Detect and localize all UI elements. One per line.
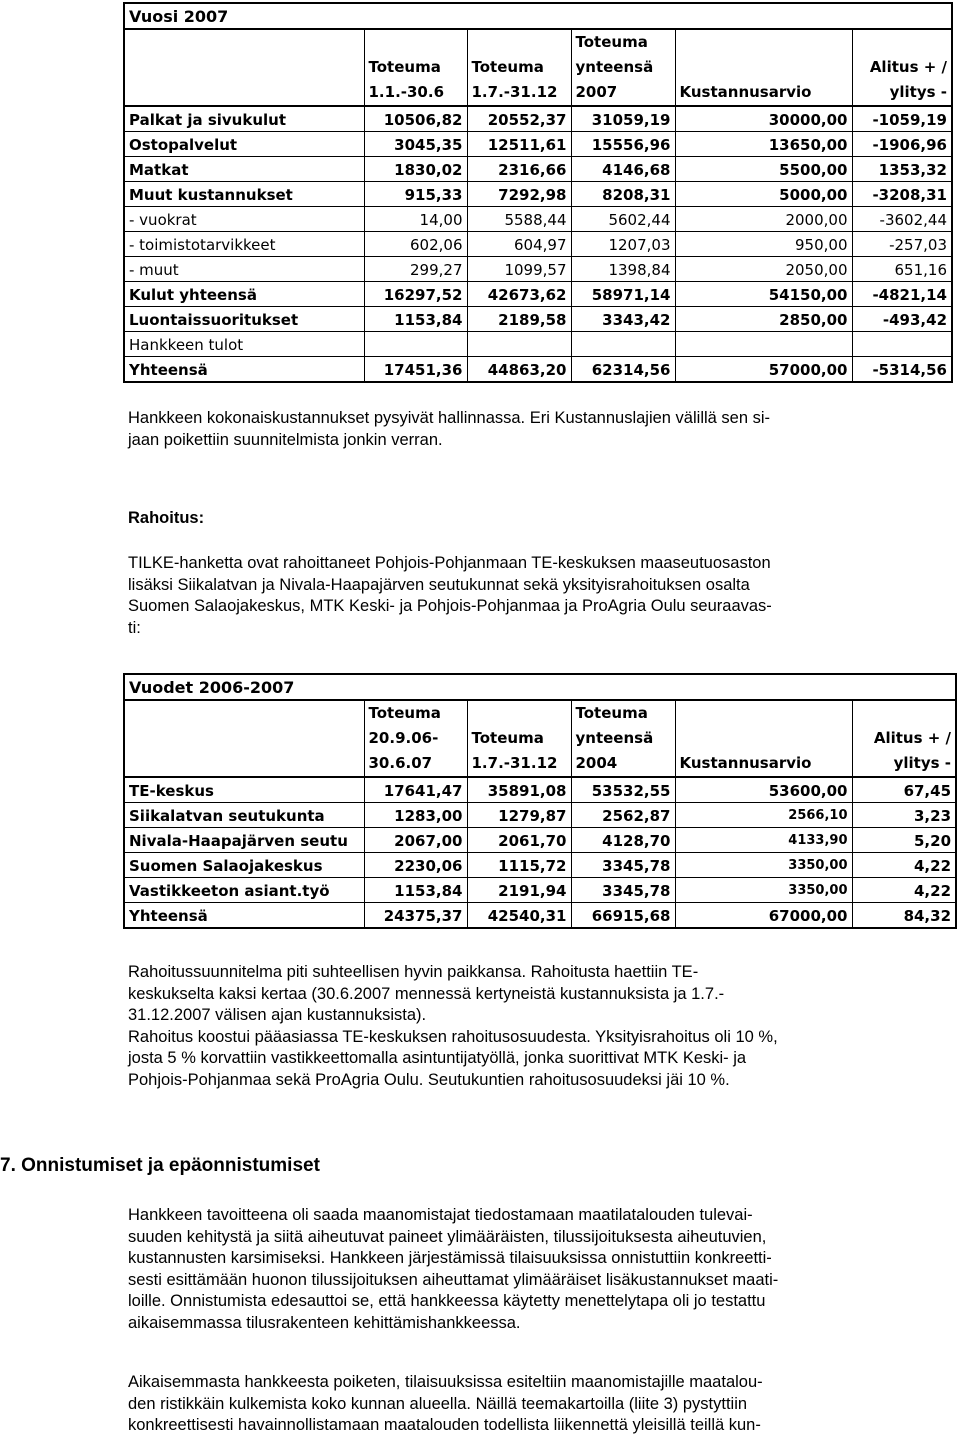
row-value: 5,20 (852, 828, 956, 853)
row-value: 42673,62 (467, 282, 571, 307)
row-label: Yhteensä (124, 357, 364, 383)
row-label: Luontaissuoritukset (124, 307, 364, 332)
row-value: 17641,47 (364, 777, 467, 803)
row-value: 1099,57 (467, 257, 571, 282)
table-row (124, 903, 956, 929)
row-value: 84,32 (852, 903, 956, 929)
row-value: 20552,37 (467, 106, 571, 132)
row-value: 1279,87 (467, 803, 571, 828)
row-value: 4146,68 (571, 157, 675, 182)
table-row (124, 106, 952, 132)
row-label: Nivala-Haapajärven seutu (124, 828, 364, 853)
table-title: Vuodet 2006-2007 (124, 674, 956, 700)
row-value (467, 332, 571, 357)
row-value: 2061,70 (467, 828, 571, 853)
cost-summary-paragraph: Hankkeen kokonaiskustannukset pysyivät hallinnassa. Eri Kustannuslajien välillä sen si- jaan poikettiin suunnitelmista jonkin verran. (128, 409, 771, 449)
column-header-c2 (467, 700, 571, 726)
row-label: Yhteensä (124, 903, 364, 929)
row-value: -4821,14 (852, 282, 952, 307)
header-empty-cell (124, 726, 364, 751)
column-header-c5: Alitus + / (852, 55, 952, 80)
events-paragraph: Aikaisemmasta hankkeesta poiketen, tilaisuuksissa esiteltiin maanomistajille maatalou- den ristikkäin kulkemista koko kunnan alueella. Näillä teemakartoilla (liite 3) pystyttiin konkreettisesti havainnollistamaan maatalouden todellista liikennettä yleisillä teillä kun- (128, 1373, 763, 1434)
row-value: 5602,44 (571, 207, 675, 232)
column-header-c2: 1.7.-31.12 (467, 80, 571, 106)
row-value: 602,06 (364, 232, 467, 257)
header-empty-cell (124, 80, 364, 106)
column-header-c4 (675, 700, 852, 726)
row-value: 30000,00 (675, 106, 852, 132)
header-empty-cell (124, 55, 364, 80)
row-label: TE-keskus (124, 777, 364, 803)
row-value: 58971,14 (571, 282, 675, 307)
row-value: 2316,66 (467, 157, 571, 182)
row-value: 950,00 (675, 232, 852, 257)
column-header-c3: Toteuma (571, 700, 675, 726)
row-value: 2850,00 (675, 307, 852, 332)
table-row (124, 828, 956, 853)
rahoitus-heading: Rahoitus: (128, 509, 205, 527)
column-header-c4: Kustannusarvio (675, 751, 852, 777)
row-value (852, 332, 952, 357)
row-value: 13650,00 (675, 132, 852, 157)
row-value: 915,33 (364, 182, 467, 207)
table-row (124, 307, 952, 332)
table-row (124, 282, 952, 307)
row-value: 2050,00 (675, 257, 852, 282)
row-value: 31059,19 (571, 106, 675, 132)
row-value: 3045,35 (364, 132, 467, 157)
row-value: -257,03 (852, 232, 952, 257)
row-value: 2562,87 (571, 803, 675, 828)
row-value: 3343,42 (571, 307, 675, 332)
section-7-heading: 7. Onnistumiset ja epäonnistumiset (0, 1155, 320, 1176)
row-value: 4,22 (852, 878, 956, 903)
row-value: 12511,61 (467, 132, 571, 157)
column-header-c3: 2007 (571, 80, 675, 106)
row-value: 2566,10 (675, 803, 852, 828)
row-value: 3,23 (852, 803, 956, 828)
column-header-c5: ylitys - (852, 751, 956, 777)
table-row (124, 257, 952, 282)
table-row (124, 803, 956, 828)
row-value: 1283,00 (364, 803, 467, 828)
row-value: 2067,00 (364, 828, 467, 853)
row-label: Matkat (124, 157, 364, 182)
row-value: 3350,00 (675, 878, 852, 903)
row-value: 8208,31 (571, 182, 675, 207)
column-header-c5: ylitys - (852, 80, 952, 106)
row-label: Siikalatvan seutukunta (124, 803, 364, 828)
row-label: - vuokrat (124, 207, 364, 232)
row-value: 2191,94 (467, 878, 571, 903)
row-value: 1398,84 (571, 257, 675, 282)
table-row (124, 777, 956, 803)
row-value (364, 332, 467, 357)
row-value: 651,16 (852, 257, 952, 282)
column-header-c5 (852, 700, 956, 726)
column-header-c1: Toteuma (364, 55, 467, 80)
row-value: 4128,70 (571, 828, 675, 853)
row-label: Kulut yhteensä (124, 282, 364, 307)
table-row (124, 132, 952, 157)
table-row (124, 157, 952, 182)
row-value: -493,42 (852, 307, 952, 332)
row-value: 2189,58 (467, 307, 571, 332)
row-value: -5314,56 (852, 357, 952, 383)
header-empty-cell (124, 700, 364, 726)
row-label: Hankkeen tulot (124, 332, 364, 357)
table-row (124, 878, 956, 903)
row-value: -3602,44 (852, 207, 952, 232)
row-value: 2230,06 (364, 853, 467, 878)
row-value: -3208,31 (852, 182, 952, 207)
row-label: Suomen Salaojakeskus (124, 853, 364, 878)
column-header-c2: 1.7.-31.12 (467, 751, 571, 777)
table-title: Vuosi 2007 (124, 3, 952, 29)
row-value: 14,00 (364, 207, 467, 232)
row-label: - muut (124, 257, 364, 282)
row-value: -1906,96 (852, 132, 952, 157)
column-header-c2: Toteuma (467, 55, 571, 80)
table-row (124, 207, 952, 232)
column-header-c1 (364, 29, 467, 55)
row-value: 3345,78 (571, 853, 675, 878)
row-value: 1115,72 (467, 853, 571, 878)
row-value (675, 332, 852, 357)
column-header-c3: Toteuma (571, 29, 675, 55)
row-value: 1153,84 (364, 307, 467, 332)
table-row (124, 182, 952, 207)
row-label: Palkat ja sivukulut (124, 106, 364, 132)
row-value: 17451,36 (364, 357, 467, 383)
column-header-c1: 20.9.06- (364, 726, 467, 751)
column-header-c1: 1.1.-30.6 (364, 80, 467, 106)
row-value: 62314,56 (571, 357, 675, 383)
column-header-c2: Toteuma (467, 726, 571, 751)
header-empty-cell (124, 29, 364, 55)
row-value: 5500,00 (675, 157, 852, 182)
column-header-c1: 30.6.07 (364, 751, 467, 777)
table-row (124, 357, 952, 383)
column-header-c5: Alitus + / (852, 726, 956, 751)
funding-summary-paragraph: Rahoitussuunnitelma piti suhteellisen hyvin paikkansa. Rahoitusta haettiin TE- keskukselta kaksi kertaa (30.6.2007 mennessä kertyneistä kustannuksista ja 1.7.- 31.12.2007 välisen ajan kustannuksista). Rahoitus koostui pääasiassa TE-keskuksen rahoitusosuudesta. Yksityisrahoitus oli 10 %, josta 5 % korvattiin vastikkeettomalla asintuntijatyöllä, jonka suorittivat MTK Keski- ja Pohjois-Pohjanmaa sekä ProAgria Oulu. Seutukuntien rahoitusosuudeksi jäi 10 %. (128, 963, 778, 1089)
row-value: 4,22 (852, 853, 956, 878)
row-label: Muut kustannukset (124, 182, 364, 207)
row-value: 57000,00 (675, 357, 852, 383)
header-empty-cell (124, 751, 364, 777)
row-value: 1830,02 (364, 157, 467, 182)
column-header-c1: Toteuma (364, 700, 467, 726)
row-value: 53600,00 (675, 777, 852, 803)
row-value: 67000,00 (675, 903, 852, 929)
column-header-c3: 2004 (571, 751, 675, 777)
row-value: 42540,31 (467, 903, 571, 929)
row-value: 44863,20 (467, 357, 571, 383)
row-value: 1207,03 (571, 232, 675, 257)
row-value: 2000,00 (675, 207, 852, 232)
row-value: 54150,00 (675, 282, 852, 307)
row-value: 24375,37 (364, 903, 467, 929)
column-header-c2 (467, 29, 571, 55)
row-value: 3345,78 (571, 878, 675, 903)
rahoitus-paragraph: TILKE-hanketta ovat rahoittaneet Pohjois-Pohjanmaan TE-keskuksen maaseutuosaston lisäksi Siikalatvan ja Nivala-Haapajärven seutukunnat sekä yksityisrahoituksen osalta Suomen Salaojakeskus, MTK Keski- ja Pohjois-Pohjanmaa ja ProAgria Oulu seuraavas- ti: (128, 554, 772, 637)
row-value: 3350,00 (675, 853, 852, 878)
row-value (571, 332, 675, 357)
row-value: -1059,19 (852, 106, 952, 132)
row-value: 4133,90 (675, 828, 852, 853)
row-value: 7292,98 (467, 182, 571, 207)
column-header-c3: ynteensä (571, 726, 675, 751)
funding-table-2006-2007 (123, 673, 957, 929)
row-value: 67,45 (852, 777, 956, 803)
row-value: 53532,55 (571, 777, 675, 803)
row-label: - toimistotarvikkeet (124, 232, 364, 257)
row-value: 5000,00 (675, 182, 852, 207)
column-header-c4: Kustannusarvio (675, 80, 852, 106)
column-header-c4 (675, 726, 852, 751)
column-header-c5 (852, 29, 952, 55)
success-paragraph: Hankkeen tavoitteena oli saada maanomistajat tiedostamaan maatilatalouden tulevai- suuden kehitystä ja siitä aiheutuvat paineet ylimääräisten, tilussijoituksesta aiheutuvien, kustannusten karsimiseksi. Hankkeen järjestämissä tilaisuuksissa onnistuttiin konkreetti- sesti esittämään huonon tilussijoituksen aiheuttamat ylimääräiset lisäkustannukset maati- loille. Onnistumista edesauttoi se, että hankkeessa käytetty menettelytapa oli jo testattu aikaisemmassa tilusrakenteen kehittämishankkeessa. (128, 1206, 779, 1332)
table-row (124, 853, 956, 878)
row-value: 1153,84 (364, 878, 467, 903)
row-value: 604,97 (467, 232, 571, 257)
row-value: 10506,82 (364, 106, 467, 132)
row-value: 5588,44 (467, 207, 571, 232)
row-value: 16297,52 (364, 282, 467, 307)
column-header-c4 (675, 55, 852, 80)
row-value: 35891,08 (467, 777, 571, 803)
row-value: 15556,96 (571, 132, 675, 157)
row-label: Ostopalvelut (124, 132, 364, 157)
table-row (124, 232, 952, 257)
row-value: 1353,32 (852, 157, 952, 182)
table-row (124, 332, 952, 357)
row-value: 299,27 (364, 257, 467, 282)
cost-table-2007 (123, 2, 953, 383)
column-header-c4 (675, 29, 852, 55)
row-value: 66915,68 (571, 903, 675, 929)
row-label: Vastikkeeton asiant.työ (124, 878, 364, 903)
column-header-c3: ynteensä (571, 55, 675, 80)
